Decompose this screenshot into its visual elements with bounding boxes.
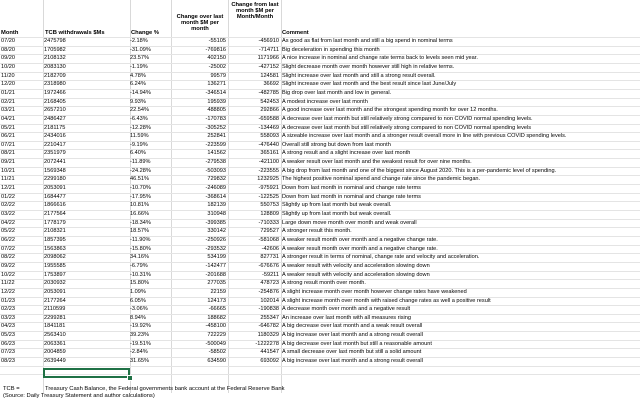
cell-change-over-last-month[interactable]: 136271	[207, 81, 226, 88]
cell-month[interactable]: 06/21	[1, 133, 15, 140]
cell-change-from-last-month[interactable]: -714711	[258, 46, 279, 53]
cell-comment[interactable]: A sizeable increase over last month and a stronger result overall more in line with previous COVID spending levels.	[282, 133, 567, 140]
cell-comment[interactable]: Down from last month in nominal and change rate terms	[282, 185, 421, 192]
cell-month[interactable]: 08/21	[1, 150, 15, 157]
cell-month[interactable]: 05/21	[1, 124, 15, 131]
cell-change-pct[interactable]: 31.65%	[130, 358, 149, 365]
cell-change-from-last-month[interactable]: -223555	[258, 167, 279, 174]
cell-change-over-last-month[interactable]: -66665	[208, 306, 226, 313]
cell-tcb-withdrawals[interactable]: 1955585	[44, 262, 66, 269]
cell-change-from-last-month[interactable]: -134469	[258, 124, 279, 131]
cell-change-from-last-month[interactable]: -421100	[258, 159, 279, 166]
cell-change-over-last-month[interactable]: -142477	[205, 262, 226, 269]
cell-change-from-last-month[interactable]: 693092	[260, 358, 279, 365]
cell-tcb-withdrawals[interactable]: 2657210	[44, 107, 66, 114]
cell-tcb-withdrawals[interactable]: 2108321	[44, 228, 66, 235]
cell-month[interactable]: 10/22	[1, 271, 15, 278]
cell-change-from-last-month[interactable]: 124581	[260, 72, 279, 79]
cell-comment[interactable]: A strong result month over month.	[282, 280, 366, 287]
cell-comment[interactable]: A weaker result with velocity and acceleration slowing down	[282, 262, 430, 269]
footer-tcb-label: TCB =	[3, 386, 20, 392]
cell-change-over-last-month[interactable]: 277035	[207, 280, 226, 287]
cell-comment[interactable]: The highest positive nominal spend and change rate since the pandemic began.	[282, 176, 481, 183]
cell-change-from-last-month[interactable]: -476440	[258, 141, 279, 148]
cell-change-over-last-month[interactable]: 534199	[207, 254, 226, 261]
cell-change-over-last-month[interactable]: -25002	[208, 63, 226, 70]
cell-comment[interactable]: A big decrease over last month and a weak result overall	[282, 323, 423, 330]
cell-tcb-withdrawals[interactable]: 2098062	[44, 254, 66, 261]
cell-change-pct[interactable]: 6.05%	[130, 297, 146, 304]
cell-month[interactable]: 09/20	[1, 55, 15, 62]
cell-tcb-withdrawals[interactable]: 2072441	[44, 159, 66, 166]
cell-change-pct[interactable]: 8.94%	[130, 314, 146, 321]
cell-change-over-last-month[interactable]: 195939	[207, 98, 226, 105]
cell-change-from-last-month[interactable]: 1171966	[257, 55, 279, 62]
cell-change-over-last-month[interactable]: -250926	[205, 236, 226, 243]
cell-change-from-last-month[interactable]: -42606	[261, 245, 279, 252]
cell-change-over-last-month[interactable]: -503093	[205, 167, 226, 174]
cell-change-over-last-month[interactable]: 182139	[207, 202, 226, 209]
cell-comment[interactable]: Slightly up from last month but weak overall.	[282, 211, 392, 217]
cell-tcb-withdrawals[interactable]: 2053091	[44, 185, 66, 192]
cell-change-over-last-month[interactable]: -55105	[208, 38, 226, 44]
cell-change-pct[interactable]: -14.94%	[130, 89, 151, 96]
cell-month[interactable]: 03/21	[1, 107, 15, 114]
cell-change-pct[interactable]: -11.89%	[130, 159, 151, 166]
cell-comment[interactable]: A big decrease over last month but still a reasonable amount	[282, 340, 432, 347]
cell-comment[interactable]: A big increase over last month and a strong result overall	[282, 358, 423, 365]
cell-change-pct[interactable]: 6.40%	[130, 150, 146, 157]
cell-change-over-last-month[interactable]: -458100	[205, 323, 226, 330]
cell-change-over-last-month[interactable]: 722229	[207, 332, 226, 339]
cell-month[interactable]: 01/23	[1, 297, 15, 304]
cell-tcb-withdrawals[interactable]: 1705982	[44, 46, 66, 53]
cell-comment[interactable]: Slight decrease month over month however still high in relative terms.	[282, 63, 455, 70]
cell-change-pct[interactable]: -6.79%	[130, 262, 148, 269]
cell-comment[interactable]: A modest increase over last month	[282, 98, 368, 105]
cell-change-pct[interactable]: -6.43%	[130, 115, 148, 122]
cell-change-over-last-month[interactable]: -246089	[205, 185, 226, 192]
cell-tcb-withdrawals[interactable]: 2177264	[44, 297, 66, 304]
cell-comment[interactable]: A slight increase month over month with raised change rates as well a positive result	[282, 297, 491, 304]
cell-change-from-last-month[interactable]: 729527	[260, 228, 279, 235]
cell-tcb-withdrawals[interactable]: 1857395	[44, 236, 66, 243]
cell-comment[interactable]: An increase over last month with all measures rising	[282, 314, 412, 321]
cell-comment[interactable]: Big drop over last month and low in general.	[282, 89, 392, 96]
cell-change-over-last-month[interactable]: 402150	[207, 55, 226, 62]
cell-month[interactable]: 12/21	[1, 185, 15, 192]
cell-change-over-last-month[interactable]: 330142	[207, 228, 226, 235]
cell-change-pct[interactable]: 15.80%	[130, 280, 149, 287]
cell-change-from-last-month[interactable]: -122525	[258, 193, 279, 200]
cell-change-pct[interactable]: 11.59%	[130, 133, 149, 140]
cell-comment[interactable]: Slight increase over last month and the best result since last June/July	[282, 81, 457, 88]
cell-change-from-last-month[interactable]: 558093	[260, 133, 279, 140]
cell-change-over-last-month[interactable]: 141562	[207, 150, 226, 157]
cell-comment[interactable]: A big increase over last month and a strong result overall	[282, 332, 423, 339]
cell-change-from-last-month[interactable]: 1232925	[257, 176, 279, 183]
header-month[interactable]: Month	[1, 30, 19, 36]
cell-month[interactable]: 06/23	[1, 340, 15, 347]
cell-month[interactable]: 02/23	[1, 306, 15, 313]
cell-change-pct[interactable]: -9.19%	[130, 141, 148, 148]
cell-tcb-withdrawals[interactable]: 2475798	[44, 38, 66, 44]
cell-change-from-last-month[interactable]: -190838	[258, 306, 279, 313]
cell-change-pct[interactable]: -15.80%	[130, 245, 151, 252]
cell-tcb-withdrawals[interactable]: 1569348	[44, 167, 66, 174]
cell-change-from-last-month[interactable]: -676676	[258, 262, 279, 269]
cell-change-pct[interactable]: 16.66%	[130, 211, 149, 217]
cell-month[interactable]: 11/22	[1, 280, 15, 287]
cell-comment[interactable]: A nice increase in nominal and change rate terms back to levels seen mid year.	[282, 55, 478, 62]
cell-change-from-last-month[interactable]: -59211	[261, 271, 279, 278]
cell-tcb-withdrawals[interactable]: 1972466	[44, 89, 66, 96]
cell-change-pct[interactable]: -18.34%	[130, 219, 151, 226]
cell-tcb-withdrawals[interactable]: 1563863	[44, 245, 66, 252]
cell-change-from-last-month[interactable]: 292866	[260, 107, 279, 114]
header-change-from-last-month[interactable]: Change from last month $M per Month/Month	[231, 2, 279, 21]
cell-comment[interactable]: A decrease over last month but still relatively strong compared to non COVID normal spending levels	[282, 124, 532, 131]
cell-tcb-withdrawals[interactable]: 2299281	[44, 314, 66, 321]
cell-change-pct[interactable]: 10.81%	[130, 202, 149, 209]
cell-comment[interactable]: A weaker result month over month and a negative change rate.	[282, 245, 438, 252]
cell-tcb-withdrawals[interactable]: 2177564	[44, 211, 66, 217]
cell-comment[interactable]: A small decrease over last month but still a solid amount	[282, 349, 422, 356]
cell-month[interactable]: 08/23	[1, 358, 15, 365]
cell-change-from-last-month[interactable]: -482785	[258, 89, 279, 96]
cell-change-from-last-month[interactable]: 365161	[260, 150, 279, 157]
cell-tcb-withdrawals[interactable]: 2168405	[44, 98, 66, 105]
cell-month[interactable]: 03/23	[1, 314, 15, 321]
cell-change-over-last-month[interactable]: -399385	[205, 219, 226, 226]
cell-change-over-last-month[interactable]: 22159	[210, 288, 226, 295]
cell-change-pct[interactable]: 4.78%	[130, 72, 146, 79]
cell-month[interactable]: 01/22	[1, 193, 15, 200]
cell-change-over-last-month[interactable]: 488805	[207, 107, 226, 114]
cell-change-pct[interactable]: 18.57%	[130, 228, 149, 235]
cell-tcb-withdrawals[interactable]: 2181175	[44, 124, 66, 131]
footer-tcb-definition: Treasury Cash Balance, the Federal governments bank account at the Federal Reserve Bank	[45, 386, 285, 392]
cell-change-over-last-month[interactable]: -368614	[205, 193, 226, 200]
cell-month[interactable]: 02/22	[1, 202, 15, 209]
cell-change-from-last-month[interactable]: 550753	[260, 202, 279, 209]
cell-change-over-last-month[interactable]: 310948	[207, 211, 226, 217]
cell-change-from-last-month[interactable]: 827731	[260, 254, 279, 261]
cell-change-pct[interactable]: 9.93%	[130, 98, 146, 105]
cell-change-pct[interactable]: 23.57%	[130, 55, 149, 62]
cell-month[interactable]: 04/22	[1, 219, 15, 226]
cell-change-from-last-month[interactable]: -646782	[258, 323, 279, 330]
cell-change-pct[interactable]: -19.92%	[130, 323, 151, 330]
cell-change-from-last-month[interactable]: -1222278	[255, 340, 279, 347]
cell-change-pct[interactable]: -2.18%	[130, 38, 148, 44]
cell-change-from-last-month[interactable]: -659588	[258, 115, 279, 122]
cell-change-from-last-month[interactable]: -427152	[258, 63, 279, 70]
cell-change-from-last-month[interactable]: 478723	[260, 280, 279, 287]
cell-tcb-withdrawals[interactable]: 1866616	[44, 202, 66, 209]
cell-month[interactable]: 07/23	[1, 349, 15, 356]
cell-month[interactable]: 10/20	[1, 63, 15, 70]
cell-month[interactable]: 04/23	[1, 323, 15, 330]
cell-comment[interactable]: A stronger result in terms of nominal, change rate and velocity and acceleration.	[282, 254, 480, 261]
cell-change-pct[interactable]: -12.28%	[130, 124, 151, 131]
cell-month[interactable]: 11/21	[1, 176, 15, 183]
cell-change-pct[interactable]: -31.09%	[130, 46, 151, 53]
cell-comment[interactable]: As good as flat from last month and still a big spend in nominal terms	[282, 38, 453, 44]
cell-change-pct[interactable]: 39.23%	[130, 332, 149, 339]
cell-change-from-last-month[interactable]: 1180329	[257, 332, 279, 339]
header-change-over-last-month[interactable]: Change over last month $M per month	[176, 14, 224, 33]
cell-tcb-withdrawals[interactable]: 2182709	[44, 72, 66, 79]
cell-change-from-last-month[interactable]: -975921	[258, 185, 279, 192]
cell-change-pct[interactable]: -3.06%	[130, 306, 148, 313]
cell-change-over-last-month[interactable]: -769816	[205, 46, 226, 53]
cell-change-pct[interactable]: -24.28%	[130, 167, 151, 174]
cell-comment[interactable]: Large down move month over month and weak overall	[282, 219, 417, 226]
cell-change-from-last-month[interactable]: 36692	[263, 81, 279, 88]
cell-month[interactable]: 12/20	[1, 81, 15, 88]
cell-tcb-withdrawals[interactable]: 2318980	[44, 81, 66, 88]
cell-change-from-last-month[interactable]: -710333	[258, 219, 279, 226]
cell-change-over-last-month[interactable]: -58502	[208, 349, 226, 356]
cell-tcb-withdrawals[interactable]: 2299180	[44, 176, 66, 183]
cell-tcb-withdrawals[interactable]: 2110599	[44, 306, 66, 313]
cell-tcb-withdrawals[interactable]: 2563410	[44, 332, 66, 339]
row-gridline	[0, 366, 640, 367]
cell-change-over-last-month[interactable]: -279538	[205, 159, 226, 166]
cell-change-over-last-month[interactable]: -223599	[205, 141, 226, 148]
cell-month[interactable]: 05/22	[1, 228, 15, 235]
cell-tcb-withdrawals[interactable]: 1753897	[44, 271, 66, 278]
cell-month[interactable]: 05/23	[1, 332, 15, 339]
cell-month[interactable]: 07/20	[1, 38, 15, 44]
cell-comment[interactable]: Slightly up from last month but weak overall.	[282, 202, 392, 209]
cell-month[interactable]: 03/22	[1, 211, 15, 217]
cell-comment[interactable]: A weaker result over last month and the weakest result for over nine months.	[282, 159, 472, 166]
header-change-pct[interactable]: Change %	[131, 30, 160, 36]
footer-source: (Source: Daily Treasury Statement and author calculations)	[3, 393, 155, 399]
cell-change-pct[interactable]: -19.51%	[130, 340, 151, 347]
cell-change-pct[interactable]: 6.24%	[130, 81, 146, 88]
cell-month[interactable]: 01/21	[1, 89, 15, 96]
cell-comment[interactable]: A strong result and a slight increase over last month	[282, 150, 411, 157]
cell-month[interactable]: 09/22	[1, 262, 15, 269]
cell-change-over-last-month[interactable]: 252841	[207, 133, 226, 140]
cell-month[interactable]: 10/21	[1, 167, 15, 174]
cell-change-from-last-month[interactable]: -581068	[258, 236, 279, 243]
cell-change-pct[interactable]: -11.90%	[130, 236, 151, 243]
cell-tcb-withdrawals[interactable]: 1684477	[44, 193, 66, 200]
cell-change-from-last-month[interactable]: 128809	[260, 211, 279, 217]
cell-change-over-last-month[interactable]: -293532	[205, 245, 226, 252]
cell-comment[interactable]: A good increase over last month and the strongest spending month for over 12 months.	[282, 107, 498, 114]
cell-change-from-last-month[interactable]: 255347	[260, 314, 279, 321]
cell-tcb-withdrawals[interactable]: 2210417	[44, 141, 66, 148]
cell-tcb-withdrawals[interactable]: 2063361	[44, 340, 66, 347]
cell-comment[interactable]: A weaker result month over month and a negative change rate.	[282, 236, 438, 243]
cell-change-over-last-month[interactable]: 729832	[207, 176, 226, 183]
cell-tcb-withdrawals[interactable]: 2053091	[44, 288, 66, 295]
cell-month[interactable]: 02/21	[1, 98, 15, 105]
cell-tcb-withdrawals[interactable]: 2486427	[44, 115, 66, 122]
selected-cell-indicator[interactable]	[43, 368, 130, 378]
cell-month[interactable]: 07/22	[1, 245, 15, 252]
cell-tcb-withdrawals[interactable]: 2004859	[44, 349, 66, 356]
cell-change-from-last-month[interactable]: -254876	[258, 288, 279, 295]
cell-tcb-withdrawals[interactable]: 1841181	[44, 323, 66, 330]
header-tcb-withdrawals[interactable]: TCB withdrawals $Ms	[45, 30, 105, 36]
cell-change-from-last-month[interactable]: 542453	[260, 98, 279, 105]
cell-change-pct[interactable]: 46.51%	[130, 176, 149, 183]
cell-comment[interactable]: Big deceleration in spending this month	[282, 46, 380, 53]
cell-month[interactable]: 08/20	[1, 46, 15, 53]
cell-change-pct[interactable]: -10.31%	[130, 271, 151, 278]
cell-month[interactable]: 08/22	[1, 254, 15, 261]
cell-change-over-last-month[interactable]: -170783	[205, 115, 226, 122]
cell-change-pct[interactable]: -17.95%	[130, 193, 151, 200]
cell-change-over-last-month[interactable]: 99579	[210, 72, 226, 79]
cell-change-pct[interactable]: -1.19%	[130, 63, 148, 70]
cell-change-over-last-month[interactable]: 634590	[207, 358, 226, 365]
fill-handle[interactable]	[127, 375, 133, 381]
cell-change-over-last-month[interactable]: 124173	[207, 297, 226, 304]
cell-tcb-withdrawals[interactable]: 1778179	[44, 219, 66, 226]
cell-month[interactable]: 09/21	[1, 159, 15, 166]
cell-comment[interactable]: Slight increase over last month and still a strong result overall.	[282, 72, 436, 79]
cell-change-pct[interactable]: -2.84%	[130, 349, 148, 356]
cell-change-pct[interactable]: 34.16%	[130, 254, 149, 261]
cell-comment[interactable]: A big drop from last month and one of the biggest since August 2020. This is a per-pandemic level of spending.	[282, 167, 557, 174]
cell-tcb-withdrawals[interactable]: 2434016	[44, 133, 66, 140]
cell-comment[interactable]: Down from last month in nominal and change rate terms	[282, 193, 421, 200]
cell-change-over-last-month[interactable]: -201688	[205, 271, 226, 278]
cell-tcb-withdrawals[interactable]: 2030932	[44, 280, 66, 287]
cell-comment[interactable]: Overall still strong but down from last month	[282, 141, 391, 148]
cell-change-pct[interactable]: -10.70%	[130, 185, 151, 192]
cell-comment[interactable]: A slight increase month over month however change rates have weakened	[282, 288, 467, 295]
cell-tcb-withdrawals[interactable]: 2108132	[44, 55, 66, 62]
cell-comment[interactable]: A weaker result with velocity and acceleration slowing down	[282, 271, 430, 278]
cell-month[interactable]: 11/20	[1, 72, 15, 79]
cell-tcb-withdrawals[interactable]: 2083130	[44, 63, 66, 70]
cell-change-pct[interactable]: 1.09%	[130, 288, 146, 295]
header-comment[interactable]: Comment	[282, 30, 309, 36]
cell-change-over-last-month[interactable]: -305252	[205, 124, 226, 131]
cell-tcb-withdrawals[interactable]: 2639449	[44, 358, 66, 365]
cell-month[interactable]: 07/21	[1, 141, 15, 148]
cell-change-from-last-month[interactable]: -456910	[258, 38, 279, 44]
cell-month[interactable]: 12/22	[1, 288, 15, 295]
cell-month[interactable]: 06/22	[1, 236, 15, 243]
cell-change-over-last-month[interactable]: -500049	[205, 340, 226, 347]
cell-change-over-last-month[interactable]: -346514	[205, 89, 226, 96]
cell-change-pct[interactable]: 22.54%	[130, 107, 149, 114]
cell-change-over-last-month[interactable]: 188682	[207, 314, 226, 321]
cell-tcb-withdrawals[interactable]: 2351979	[44, 150, 66, 157]
cell-comment[interactable]: A decrease month over month and a negative result	[282, 306, 411, 313]
cell-change-from-last-month[interactable]: 102014	[260, 297, 279, 304]
cell-comment[interactable]: A stronger result this month.	[282, 228, 352, 235]
cell-comment[interactable]: A decrease over last month but still relatively strong compared to non COVID normal spending levels.	[282, 115, 533, 122]
cell-month[interactable]: 04/21	[1, 115, 15, 122]
cell-change-from-last-month[interactable]: 441547	[260, 349, 279, 356]
